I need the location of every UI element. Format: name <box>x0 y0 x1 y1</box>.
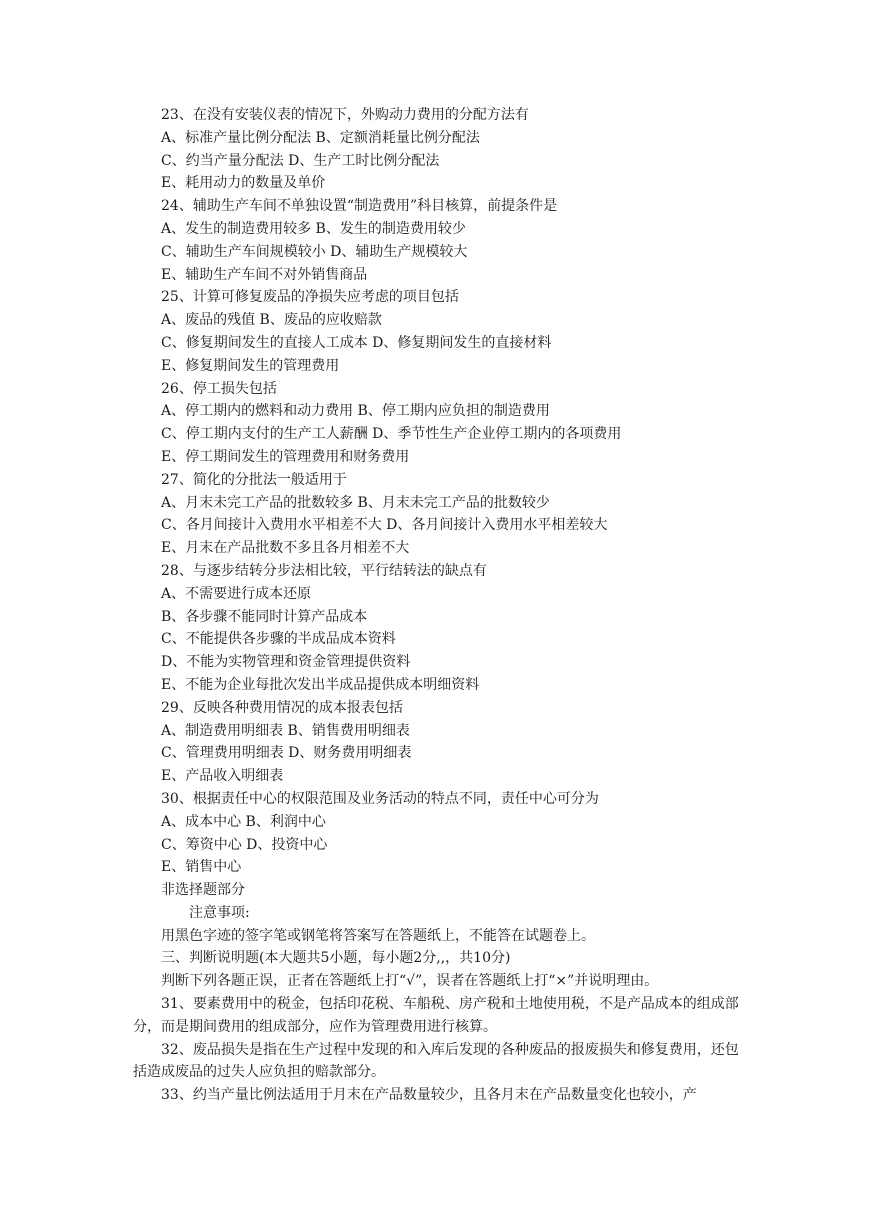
paragraph: 33、约当产量比例法适用于月末在产品数量较少，且各月末在产品数量变化也较小，产 <box>161 1087 697 1104</box>
text-line: A、停工期内的燃料和动力费用 B、停工期内应负担的制造费用 <box>161 403 550 420</box>
text-line: E、月末在产品批数不多且各月相差不大 <box>161 540 410 557</box>
text-line: D、不能为实物管理和资金管理提供资料 <box>161 654 411 671</box>
text-line: C、不能提供各步骤的半成品成本资料 <box>161 631 396 648</box>
text-line: A、发生的制造费用较多 B、发生的制造费用较少 <box>161 220 466 237</box>
text-line: E、辅助生产车间不对外销售商品 <box>161 266 368 283</box>
text-line: 24、辅助生产车间不单独设置“制造费用”科目核算，前提条件是 <box>161 198 558 215</box>
text-line: E、产品收入明细表 <box>161 768 284 785</box>
text-line: E、销售中心 <box>161 859 242 876</box>
text-line: 30、根据责任中心的权限范围及业务活动的特点不同，责任中心可分为 <box>161 790 599 807</box>
text-line: E、停工期间发生的管理费用和财务费用 <box>161 448 410 465</box>
text-line: C、修复期间发生的直接人工成本 D、修复期间发生的直接材料 <box>161 334 552 351</box>
text-line: A、成本中心 B、利润中心 <box>161 813 326 830</box>
text-line: 25、计算可修复废品的净损失应考虑的项目包括 <box>161 289 459 306</box>
text-line: E、不能为企业每批次发出半成品提供成本明细资料 <box>161 676 480 693</box>
question-lines <box>133 104 739 993</box>
text-line: C、管理费用明细表 D、财务费用明细表 <box>161 745 412 762</box>
text-line: 27、简化的分批法一般适用于 <box>161 471 347 488</box>
text-line: 三、判断说明题(本大题共5小题，每小题2分,,，共10分) <box>161 950 511 967</box>
text-line: C、约当产量分配法 D、生产工时比例分配法 <box>161 152 440 169</box>
text-line: A、月末未完工产品的批数较多 B、月末未完工产品的批数较少 <box>161 494 550 511</box>
text-line: A、废品的残值 B、废品的应收赔款 <box>161 312 382 329</box>
text-line: 用黑色字迹的签字笔或钢笔将答案写在答题纸上，不能答在试题卷上。 <box>161 927 595 944</box>
text-line: 26、停工损失包括 <box>161 380 277 397</box>
text-line: 非选择题部分 <box>161 882 245 899</box>
text-line: A、制造费用明细表 B、销售费用明细表 <box>161 722 410 739</box>
text-line: A、标准产量比例分配法 B、定额消耗量比例分配法 <box>161 129 480 146</box>
text-line: C、筹资中心 D、投资中心 <box>161 836 328 853</box>
text-line: 判断下列各题正误，正者在答题纸上打“√”，误者在答题纸上打“×”并说明理由。 <box>161 973 659 990</box>
text-line: C、辅助生产车间规模较小 D、辅助生产规模较大 <box>161 243 468 260</box>
text-line: 23、在没有安装仪表的情况下，外购动力费用的分配方法有 <box>161 107 529 123</box>
judgement-paragraphs <box>133 993 739 1107</box>
text-line: C、各月间接计入费用水平相差不大 D、各月间接计入费用水平相差较大 <box>161 517 608 534</box>
text-line: C、停工期内支付的生产工人薪酬 D、季节性生产企业停工期内的各项费用 <box>161 426 622 443</box>
document-body <box>133 104 739 1107</box>
text-line: E、修复期间发生的管理费用 <box>161 357 340 374</box>
text-line: 注意事项: <box>189 904 250 921</box>
text-line: E、耗用动力的数量及单价 <box>161 175 326 192</box>
text-line: 29、反映各种费用情况的成本报表包括 <box>161 699 403 716</box>
text-line: B、各步骤不能同时计算产品成本 <box>161 608 368 625</box>
paragraph: 32、废品损失是指在生产过程中发现的和入库后发现的各种废品的报废损失和修复费用，还包括造成废品的过失人应负担的赔款部分。 <box>133 1041 739 1081</box>
text-line: 28、与逐步结转分步法相比较，平行结转法的缺点有 <box>161 562 487 579</box>
paragraph: 31、要素费用中的税金，包括印花税、车船税、房产税和土地使用税，不是产品成本的组成部分，而是期间费用的组成部分，应作为管理费用进行核算。 <box>133 996 739 1035</box>
text-line: A、不需要进行成本还原 <box>161 585 312 602</box>
